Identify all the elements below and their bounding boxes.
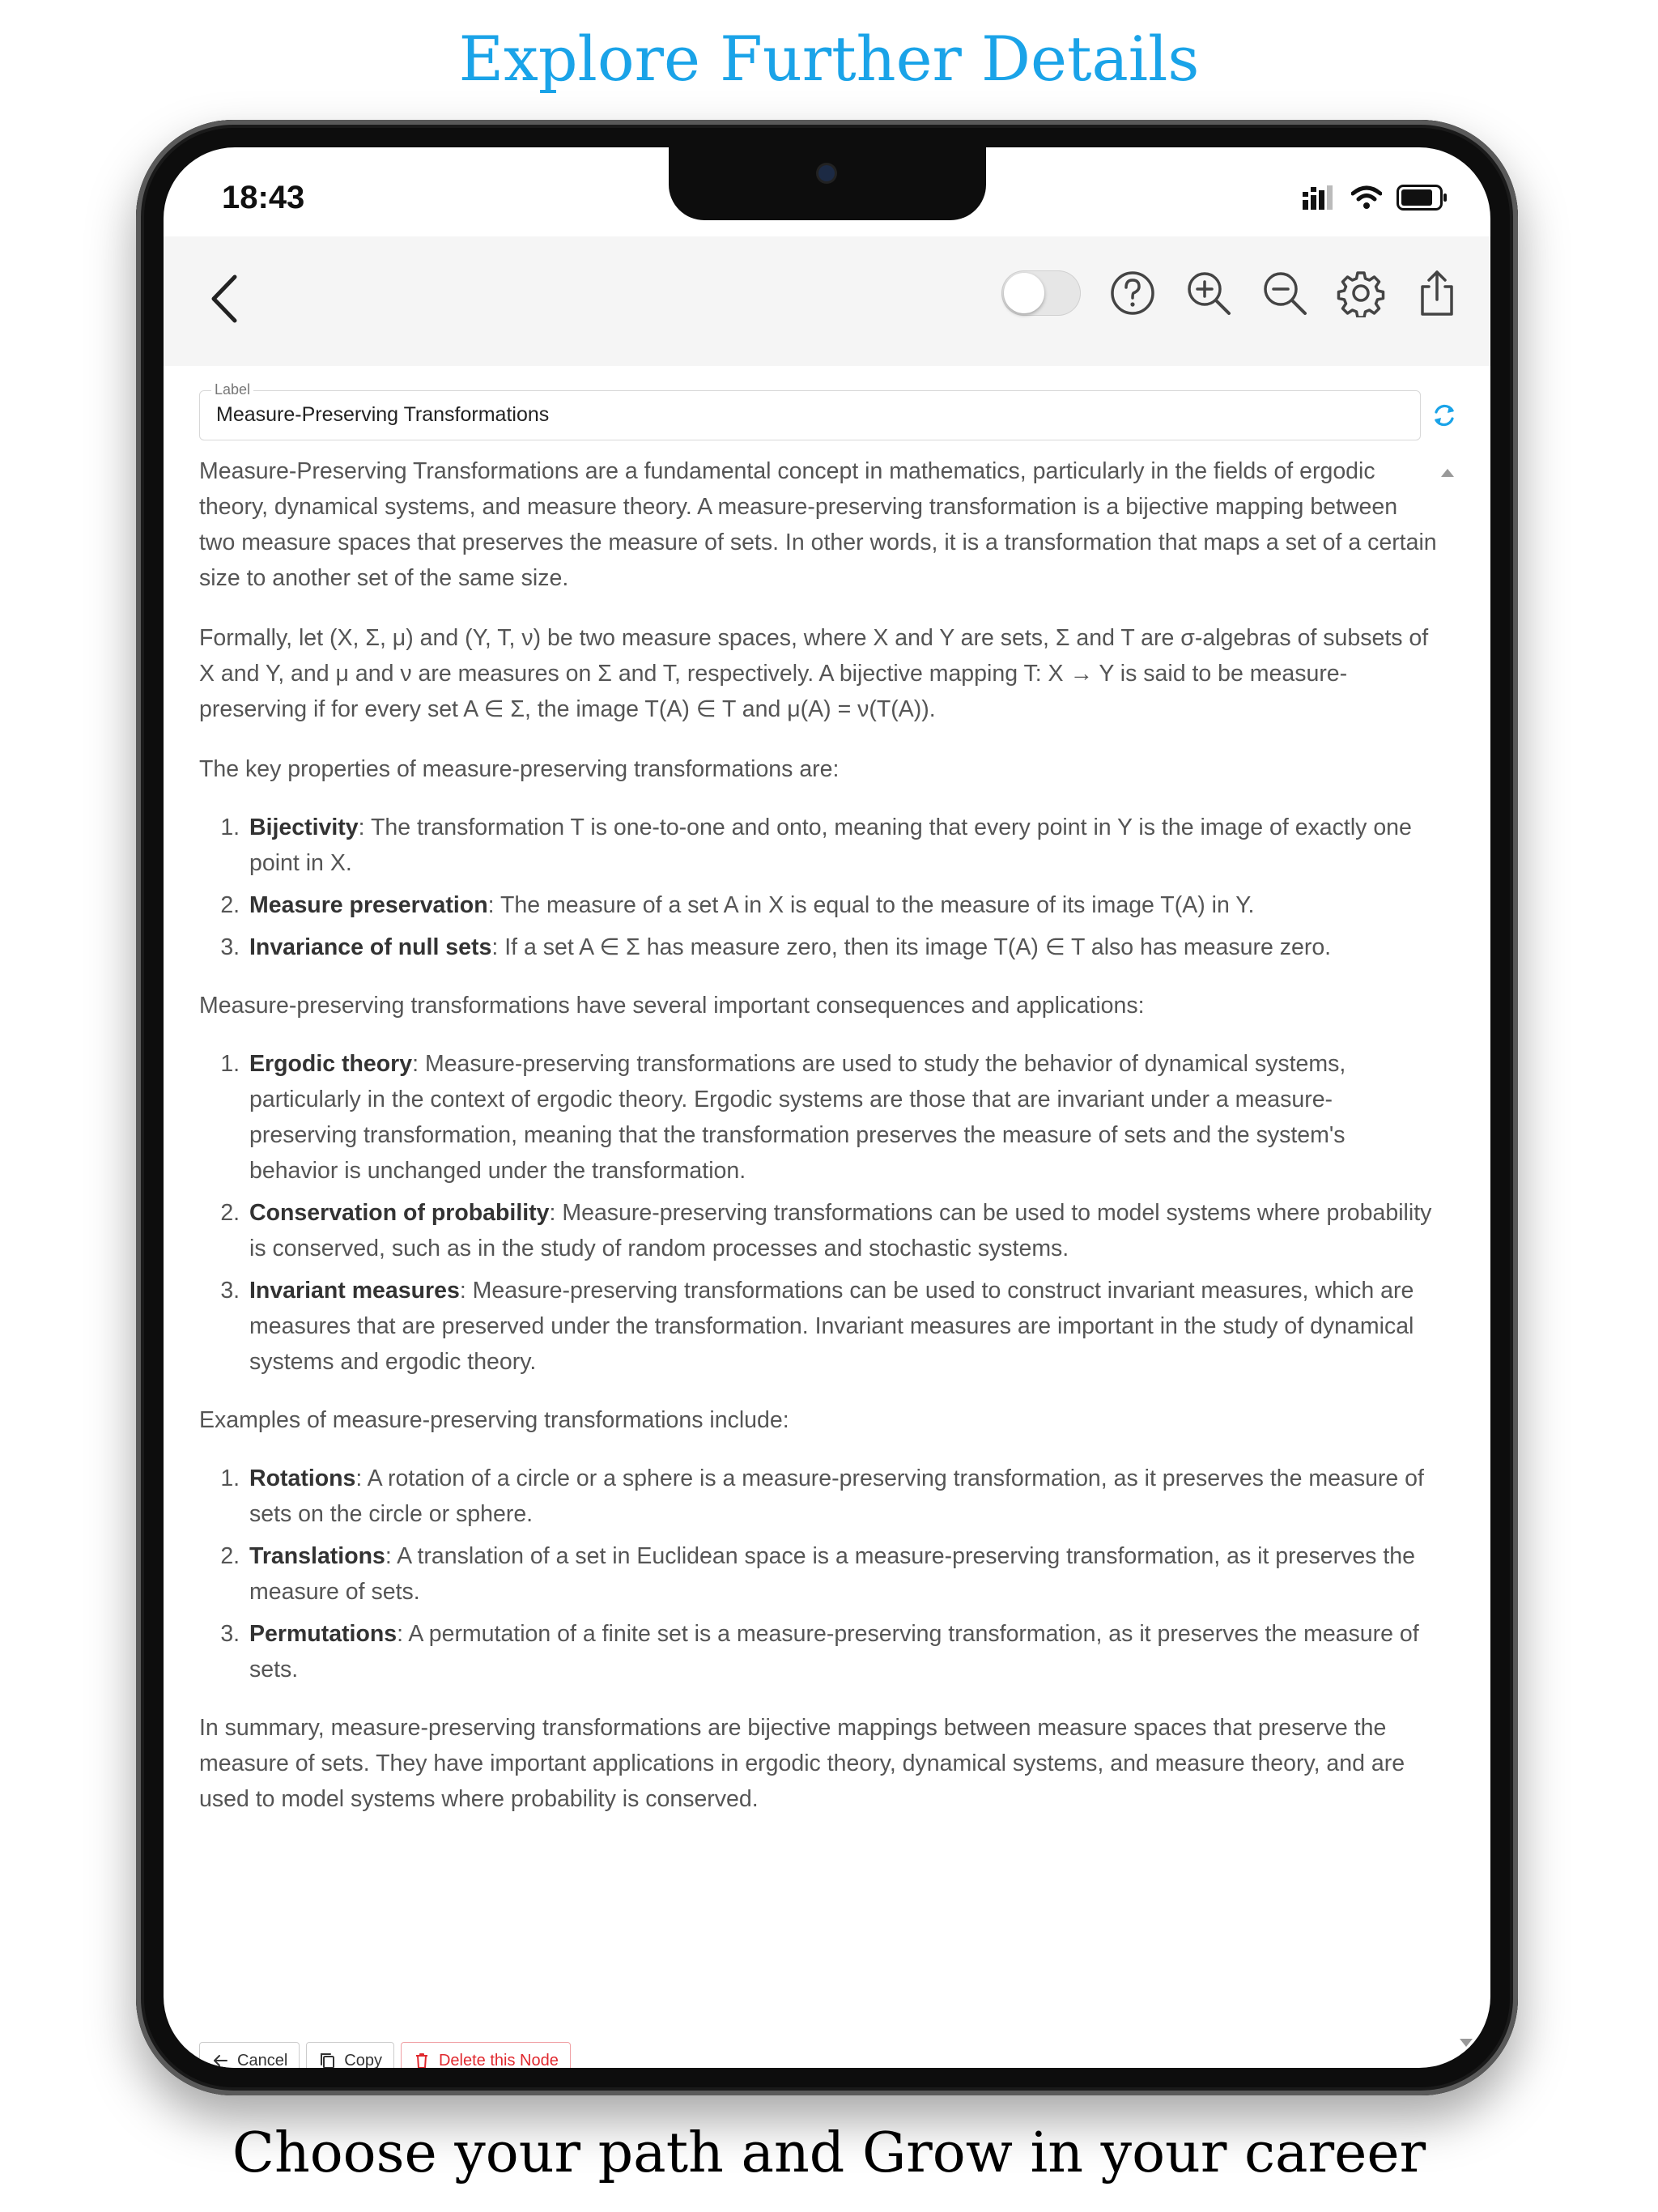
paragraph-applications: Measure-preserving transformations have several important consequences and applications: bbox=[199, 993, 1145, 1019]
list-text: : The transformation T is one-to-one and onto, meaning that every point in Y is the image of exactly one point in X. bbox=[249, 815, 1412, 876]
list-text: : Measure-preserving transformations can be used to model systems where probability is conserved, such as in the study of random processes and stochastic systems. bbox=[249, 1200, 1432, 1261]
list-item bbox=[246, 1273, 1439, 1380]
action-buttons bbox=[199, 2042, 571, 2068]
paragraph-intro: Measure-Preserving Transformations are a fundamental concept in mathematics, particularly in the fields of ergodic theory, dynamical systems, and measure theory. A measure-preserving transformation is a bijective mapping between two measure spaces that preserves the measure of sets. In other words, it is a transformation that maps a set of a certain size to another set of the same size. bbox=[199, 458, 1437, 591]
copy-button[interactable] bbox=[306, 2042, 394, 2068]
cancel-button[interactable] bbox=[199, 2042, 300, 2068]
battery-icon bbox=[1397, 185, 1448, 211]
toggle-knob bbox=[1004, 273, 1044, 313]
list-item bbox=[246, 887, 1439, 923]
list-term: Ergodic theory bbox=[249, 1051, 413, 1077]
list-term: Measure preservation bbox=[249, 892, 488, 918]
cancel-label: Cancel bbox=[237, 2051, 288, 2068]
list-term: Invariance of null sets bbox=[249, 934, 492, 960]
paragraph-key-properties: The key properties of measure-preserving transformations are: bbox=[199, 756, 840, 782]
list-item bbox=[246, 1046, 1439, 1189]
copy-label: Copy bbox=[344, 2051, 382, 2068]
zoom-out-icon[interactable] bbox=[1261, 269, 1309, 317]
help-icon[interactable] bbox=[1108, 269, 1157, 317]
screen bbox=[164, 147, 1490, 2068]
copy-icon bbox=[318, 2052, 336, 2068]
list-text: : Measure-preserving transformations can be used to construct invariant measures, which are measures that are preserved under the transformation. Invariant measures are important in the study of dynamical systems and ergodic theory. bbox=[249, 1278, 1414, 1375]
label-value: Measure-Preserving Transformations bbox=[216, 403, 550, 426]
trash-icon bbox=[413, 2052, 431, 2068]
promo-tagline: Choose your path and Grow in your career bbox=[232, 2121, 1426, 2185]
delete-label: Delete this Node bbox=[438, 2051, 559, 2068]
label-input[interactable] bbox=[199, 381, 1421, 440]
list-term: Conservation of probability bbox=[249, 1200, 550, 1226]
delete-node-button[interactable] bbox=[401, 2042, 571, 2068]
promo-headline: Explore Further Details bbox=[458, 23, 1200, 95]
list-item bbox=[246, 929, 1439, 965]
signal-icon bbox=[1303, 185, 1337, 210]
list-text: : Measure-preserving transformations are used to study the behavior of dynamical systems, particularly in the context of ergodic theory. Ergodic systems are those that are invariant under a measure-preserving transformation, meaning that the transformation preserves the measure of sets and the system's behavior is unchanged under the transformation. bbox=[249, 1051, 1346, 1184]
wifi-icon bbox=[1351, 185, 1382, 210]
tablet-frame bbox=[136, 120, 1518, 2095]
list-item bbox=[246, 810, 1439, 881]
back-chevron-icon[interactable] bbox=[201, 270, 249, 327]
toggle-switch[interactable] bbox=[1001, 270, 1081, 316]
list-text: : The measure of a set A in X is equal to the measure of its image T(A) in Y. bbox=[487, 892, 1255, 918]
toolbar-actions bbox=[1001, 269, 1461, 317]
list-item bbox=[246, 1616, 1439, 1687]
list-term: Rotations bbox=[249, 1465, 356, 1491]
list-text: : A translation of a set in Euclidean space is a measure-preserving transformation, as it preserves the measure of sets. bbox=[249, 1543, 1415, 1605]
camera-notch bbox=[669, 147, 986, 220]
gear-icon[interactable] bbox=[1337, 269, 1385, 317]
examples-list bbox=[199, 1461, 1439, 1687]
list-text: : If a set A ∈ Σ has measure zero, then its image T(A) ∈ T also has measure zero. bbox=[491, 934, 1332, 960]
status-time: 18:43 bbox=[222, 180, 305, 215]
list-text: : A rotation of a circle or a sphere is a measure-preserving transformation, as it preserves the measure of sets on the circle or sphere. bbox=[249, 1465, 1424, 1527]
status-indicators bbox=[1303, 185, 1448, 211]
zoom-in-icon[interactable] bbox=[1184, 269, 1233, 317]
app-toolbar bbox=[164, 236, 1490, 366]
list-text: : A permutation of a finite set is a measure-preserving transformation, as it preserves the measure of sets. bbox=[249, 1621, 1419, 1682]
applications-list bbox=[199, 1046, 1439, 1380]
scroll-up-arrow-icon[interactable] bbox=[1441, 469, 1454, 477]
arrow-left-icon bbox=[211, 2052, 229, 2068]
camera-icon bbox=[818, 165, 835, 181]
share-icon[interactable] bbox=[1413, 269, 1461, 317]
list-term: Permutations bbox=[249, 1621, 397, 1647]
paragraph-examples: Examples of measure-preserving transformations include: bbox=[199, 1407, 789, 1433]
node-detail-content bbox=[199, 381, 1439, 2068]
key-properties-list bbox=[199, 810, 1439, 965]
list-term: Invariant measures bbox=[249, 1278, 460, 1304]
list-item bbox=[246, 1461, 1439, 1532]
scroll-down-arrow-icon[interactable] bbox=[1460, 2039, 1473, 2047]
list-term: Bijectivity bbox=[249, 815, 359, 840]
paragraph-formal: Formally, let (X, Σ, μ) and (Y, T, ν) be two measure spaces, where X and Y are sets, Σ and T are σ-algebras of subsets of X and Y, and μ and ν are measures on Σ and T, respectively. A bijective mapping T: X → Y is said to be measure-preserving if for every set A ∈ Σ, the image T(A) ∈ T and μ(A) = ν(T(A)). bbox=[199, 625, 1429, 722]
list-term: Translations bbox=[249, 1543, 385, 1569]
list-item bbox=[246, 1195, 1439, 1266]
refresh-icon[interactable] bbox=[1430, 401, 1459, 430]
list-item bbox=[246, 1538, 1439, 1610]
paragraph-summary: In summary, measure-preserving transformations are bijective mappings between measure spaces that preserve the measure of sets. They have important applications in ergodic theory, dynamical systems, and measure theory, and are used to model systems where probability is conserved. bbox=[199, 1715, 1405, 1812]
label-legend: Label bbox=[211, 381, 253, 398]
